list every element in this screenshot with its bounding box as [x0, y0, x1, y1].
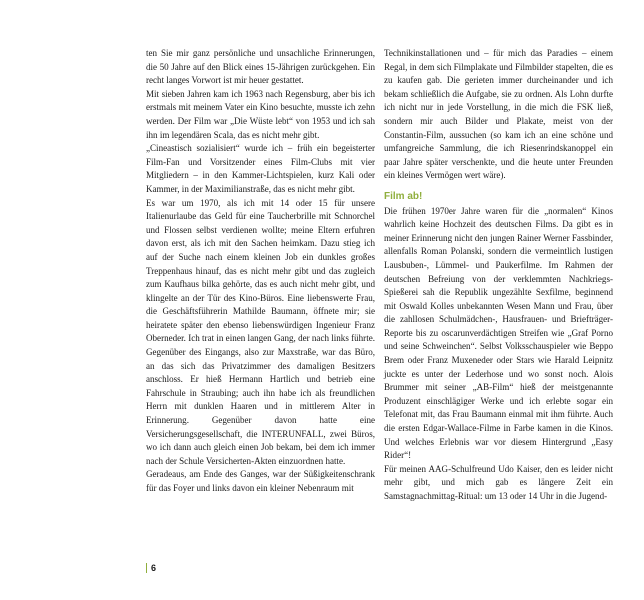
body-paragraph: Technikinstallationen und – für mich das Paradies – einem Regal, in dem sich Filmplakate und Filmbilder stapelten, die es zu kaufen gab. Die gerieten immer durcheinander und ich bekam schließlich die Aufgabe, sie zu ordnen. Als Lohn durfte ich nicht nur in jede Vorstellung, in die mich die FSK ließ, sondern mir auch Bilder und Plakate, meist von der Constantin-Film, aussuchen (so kam ich an eine schöne und umfangreiche Sammlung, die ich Riesenrindskanoppel ein paar Jahre später verschenkte, und die heute unter Freunden ein kleines Vermögen wert wäre).	[384, 48, 613, 181]
footer-accent-bar	[146, 563, 147, 573]
page-number: 6	[151, 563, 157, 573]
body-paragraph: ten Sie mir ganz persönliche und unsachliche Erinnerungen, die 50 Jahre auf den Blick eines 15-Jährigen zurückgehen. Ein recht langes Vorwort ist mir heuer gestattet. Mit sieben Jahren kam ich 1963 nach Regensburg, aber bis ich erstmals mit meinem Vater ein Kino besuchte, musste ich zehn werden. Der Film war „Die Wüste lebt“ von 1953 und ich sah ihn im legendären Scala, das es nicht mehr gibt.	[146, 48, 375, 140]
body-paragraph: Die frühen 1970er Jahre waren für die „normalen“ Kinos wahrlich keine Hochzeit des deutschen Films. Da gibt es in meiner Erinnerung nicht den jungen Rainer Werner Fassbinder, allenfalls Roman Polanski, sondern die vermeintlich lustigen Lausbuben-, Lümmel- und Paukerfilme. Im Rahmen der deutschen Befreiung von der verklemmten Nachkriegs-Spießerei sah die Republik ungezählte Sexfilme, beginnend mit Oswald Kolles unbekannten Wesen Mann und Frau, über die zahllosen Schulmädchen-, Hausfrauen- und Briefträger-Reporte bis zu oscarunverdächtigen Streifen wie „Graf Porno und seine Schweinchen“. Selbst Volksschauspieler wie Beppo Brem oder Franz Muxeneder oder Stars wie Harald Leipnitz juckte es unter der Lederhose und wo sonst noch. Alois Brummer mit seiner „AB-Film“ hieß der meistgenannte Produzent einschlägiger Werke und ich erlebte sogar ein Telefonat mit, das Frau Baumann einmal mit ihm führte. Auch die ersten Edgar-Wallace-Filme in Farbe kamen in die Kinos. Und welches Erlebnis war vor diesem Hintergrund „Easy Rider“!	[384, 205, 613, 461]
page-footer	[146, 563, 156, 573]
left-column	[146, 47, 375, 496]
right-column	[384, 47, 613, 504]
section-heading: Film ab!	[384, 190, 423, 202]
body-paragraph: „Cineastisch sozialisiert“ wurde ich – früh ein begeisterter Film-Fan und Vorsitzender eines Film-Clubs mit vier Mitgliedern – in den Kammer-Lichtspielen, kurz Kali oder Kammer, in der Maximilianstraße, das es nicht mehr gibt. Es war um 1970, als ich mit 14 oder 15 für unsere Italienurlaube das Geld für eine Taucherbrille mit Schnorchel und Flossen selbst verdienen wollte; meine Eltern erfuhren davon erst, als ich mit den Sachen heimkam. Dazu stieg ich auf der Suche nach einem kleinen Job ein dunkles großes Treppenhaus hinauf, das es nicht mehr gibt und das zugleich zum Kaufhaus bilka gehörte, das es auch nicht mehr gibt, und klingelte an der Tür des Kino-Büros. Eine liebenswerte Frau, die Geschäftsführerin Mathilde Baumann, öffnete mir; sie heiratete später den ebenso liebenswürdigen Ingenieur Franz Oberneder. Ich trat in einen langen Gang, der nach links führte. Gegenüber des Eingangs, also zur Maxstraße, war das Büro, an das sich das Privatzimmer des damaligen Besitzers anschloss. Er hieß Hermann Hartlich und betrieb eine Fahrschule in Straubing; auch ihn habe ich als freundlichen Herrn mit dunklen Haaren und in mittlerem Alter in Erinnerung. Gegenüber davon hatte eine Versicherungsgesellschaft, die INTERUNFALL, zwei Büros, wo ich dann auch gleich einen Job bekam, bei dem ich immer nach der Schule Versicherten-Akten einzuordnen hatte. Geradeaus, am Ende des Ganges, war der Süßigkeitenschrank für das Foyer und links davon ein kleiner Nebenraum mit	[146, 143, 375, 493]
body-paragraph: Für meinen AAG-Schulfreund Udo Kaiser, den es leider nicht mehr gibt, und mich gab es längere Zeit ein Samstagnachmittag-Ritual: um 13 oder 14 Uhr in die Jugend-	[384, 463, 613, 501]
